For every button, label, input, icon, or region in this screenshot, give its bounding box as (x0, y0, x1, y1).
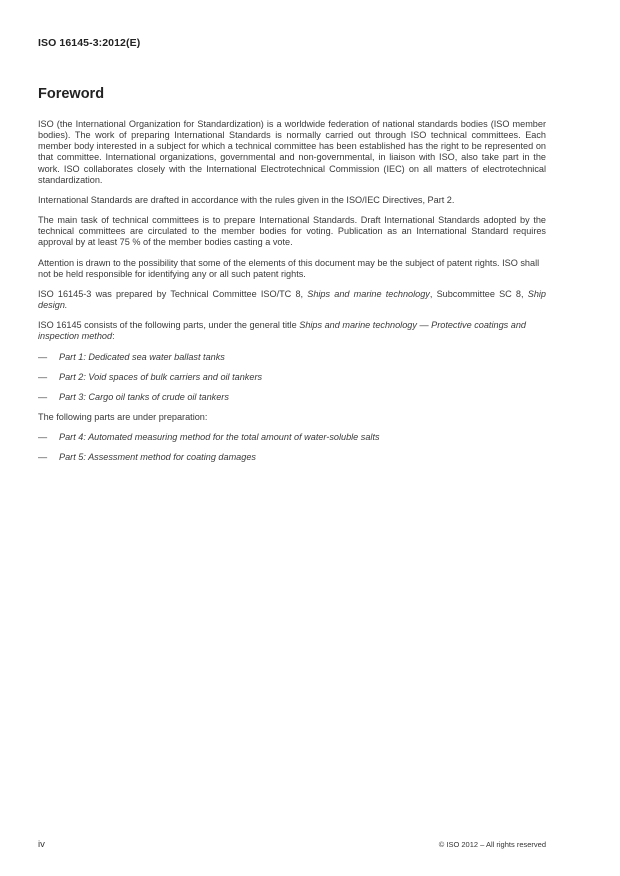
paragraph-in-preparation: The following parts are under preparation: (38, 411, 208, 422)
list-item-part-2 (38, 372, 546, 383)
copyright-notice: © ISO 2012 – All rights reserved (438, 840, 546, 849)
part-title: Part 4: Automated measuring method for the total amount of water-soluble salts (59, 432, 380, 443)
list-dash: — (38, 391, 48, 402)
part-title: Part 2: Void spaces of bulk carriers and oil tankers (59, 371, 263, 382)
parts-intro-text: ISO 16145 consists of the following parts, under the general title (38, 320, 300, 331)
list-dash: — (38, 452, 48, 463)
part-title: Part 3: Cargo oil tanks of crude oil tankers (59, 391, 229, 402)
prepared-by-text-2: , Subcommittee SC 8, (429, 288, 528, 299)
list-dash: — (38, 432, 48, 443)
list-item-part-4 (38, 432, 546, 443)
paragraph-drafting-rules: International Standards are drafted in accordance with the rules given in the ISO/IEC Directives, Part 2. (38, 194, 455, 205)
paragraph-prepared-by (38, 289, 546, 311)
paragraph-parts-intro (38, 320, 546, 342)
foreword-body (38, 119, 546, 472)
page-number: iv (38, 839, 45, 850)
list-item-part-3 (38, 392, 546, 403)
list-item-part-5 (38, 452, 546, 463)
list-item-part-1 (38, 352, 546, 363)
part-title: Part 1: Dedicated sea water ballast tanks (59, 351, 225, 362)
list-dash: — (38, 351, 48, 362)
parts-intro-colon: : (112, 331, 115, 342)
list-dash: — (38, 371, 48, 382)
paragraph-committee-task: The main task of technical committees is to prepare International Standards. Draft International Standards adopted by the technical committees are circulated to the member bodies for voting. Publication as an International Standard requires approval by at least 75 % of the member bodies casting a vote. (38, 215, 546, 248)
paragraph-iso-description: ISO (the International Organization for Standardization) is a worldwide federation of national standards bodies (ISO member bodies). The work of preparing International Standards is normally carried out through ISO technical committees. Each member body interested in a subject for which a technical committee has been established has the right to be represented on that committee. International organizations, governmental and non-governmental, in liaison with ISO, also take part in the work. ISO collaborates closely with the International Electrotechnical Commission (IEC) on all matters of electrotechnical standardization. (38, 119, 546, 185)
committee-title: Ships and marine technology (307, 288, 430, 299)
general-title: Ships and marine technology — Protective coatings and inspection method (38, 320, 526, 342)
page-title: Foreword (38, 86, 105, 102)
subcommittee-title: Ship design. (38, 288, 546, 311)
paragraph-patent-notice: Attention is drawn to the possibility that some of the elements of this document may be the subject of patent rights. ISO shall not be held responsible for identifying any or all such patent rights. (38, 257, 540, 279)
part-title: Part 5: Assessment method for coating damages (59, 452, 256, 463)
document-id-header: ISO 16145-3:2012(E) (38, 37, 141, 49)
prepared-by-text: ISO 16145-3 was prepared by Technical Committee ISO/TC 8, (38, 288, 308, 299)
